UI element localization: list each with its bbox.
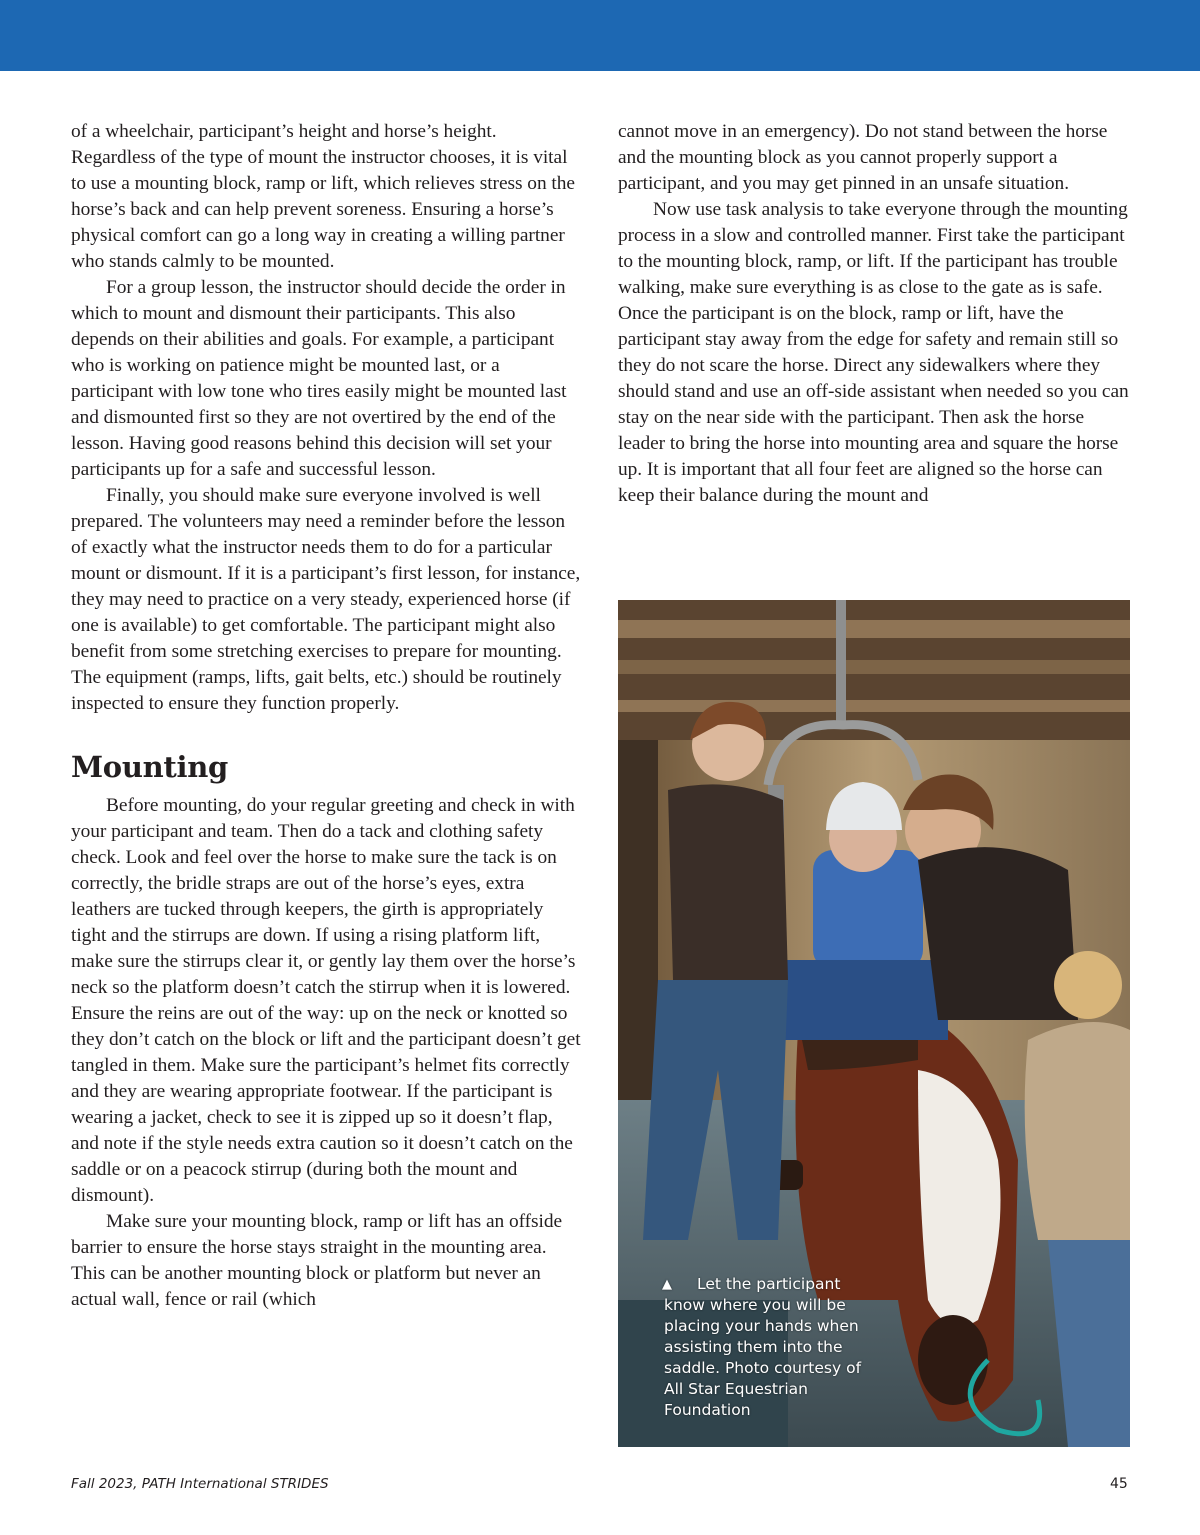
right-text-column xyxy=(618,119,1130,509)
body-paragraph: cannot move in an emergency). Do not stand between the horse and the mounting block as you cannot properly support a participant, and you may get pinned in an unsafe situation. xyxy=(618,121,1108,194)
body-paragraph: For a group lesson, the instructor should decide the order in which to mount and dismount their participants. This also depends on their abilities and goals. For example, a participant who is working on patience might be mounted last, or a participant with low tone who tires easily might be mounted last and dismounted first so they are not overtired by the end of the lesson. Having good reasons behind this decision will set your participants up for a safe and successful lesson. xyxy=(71,277,567,480)
top-color-band xyxy=(0,0,1200,71)
body-paragraph: Before mounting, do your regular greeting and check in with your participant and team. Then do a tack and clothing safety check. Look and feel over the horse to make sure the tack is on correctly, the bridle straps are out of the horse’s eyes, extra leathers are tucked through keepers, the girth is appropriately tight and the stirrups are down. If using a rising platform lift, make sure the stirrups clear it, or gently lay them over the horse’s neck so the platform doesn’t catch the stirrup when it is lowered. Ensure the reins are out of the way: up on the neck or knotted so they don’t catch on the block or lift and the participant doesn’t get tangled in them. Make sure the participant’s helmet fits correctly and they are wearing appropriate footwear. If the participant is wearing a jacket, check to see it is zipped up so it doesn’t flap, and note if the style needs extra caution so it doesn’t catch on the saddle or on a peacock stirrup (during both the mount and dismount). xyxy=(71,795,581,1206)
footer-publication: Fall 2023, PATH International STRIDES xyxy=(71,1476,329,1492)
left-text-column xyxy=(71,119,583,1313)
body-paragraph: Now use task analysis to take everyone through the mounting process in a slow and controlled manner. First take the participant to the mounting block, ramp, or lift. If the participant has trouble walking, make sure everything is as close to the gate as is safe. Once the participant is on the block, ramp or lift, have the participant stay away from the edge for safety and remain still so they do not scare the horse. Direct any sidewalkers where they should stand and use an off-side assistant when needed so you can stay on the near side with the participant. Then ask the horse leader to bring the horse into mounting area and square the horse up. It is important that all four feet are aligned so the horse can keep their balance during the mount and xyxy=(618,199,1129,506)
page-number: 45 xyxy=(1110,1476,1128,1492)
body-paragraph: of a wheelchair, participant’s height and horse’s height. Regardless of the type of mount the instructor chooses, it is vital to use a mounting block, ramp or lift, which relieves stress on the horse’s back and can help prevent soreness. Ensuring a horse’s physical comfort can go a long way in creating a willing partner who stands calmly to be mounted. xyxy=(71,121,575,272)
body-paragraph: Finally, you should make sure everyone involved is well prepared. The volunteers may need a reminder before the lesson of exactly what the instructor needs them to do for a particular mount or dismount. If it is a participant’s first lesson, for instance, they may need to practice on a very steady, experienced horse (if one is available) to get comfortable. The participant might also benefit from some stretching exercises to prepare for mounting. The equipment (ramps, lifts, gait belts, etc.) should be routinely inspected to ensure they function properly. xyxy=(71,485,581,714)
volunteer-right xyxy=(918,847,1078,1020)
caption-text: Let the participant know where you will be placing your hands when assisting them into the saddle. Photo courtesy of All Star Equestrian Foundation xyxy=(664,1275,862,1419)
section-heading: Mounting xyxy=(71,750,228,784)
sidewalker xyxy=(1025,1022,1130,1240)
lift-pole xyxy=(836,600,846,725)
photo-caption xyxy=(664,1274,864,1421)
volunteer-left xyxy=(668,784,788,980)
caption-triangle-icon: ▲ xyxy=(662,1277,672,1292)
body-paragraph: Make sure your mounting block, ramp or lift has an offside barrier to ensure the horse stays straight in the mounting area. This can be another mounting block or platform but never an actual wall, fence or rail (which xyxy=(71,1211,563,1310)
